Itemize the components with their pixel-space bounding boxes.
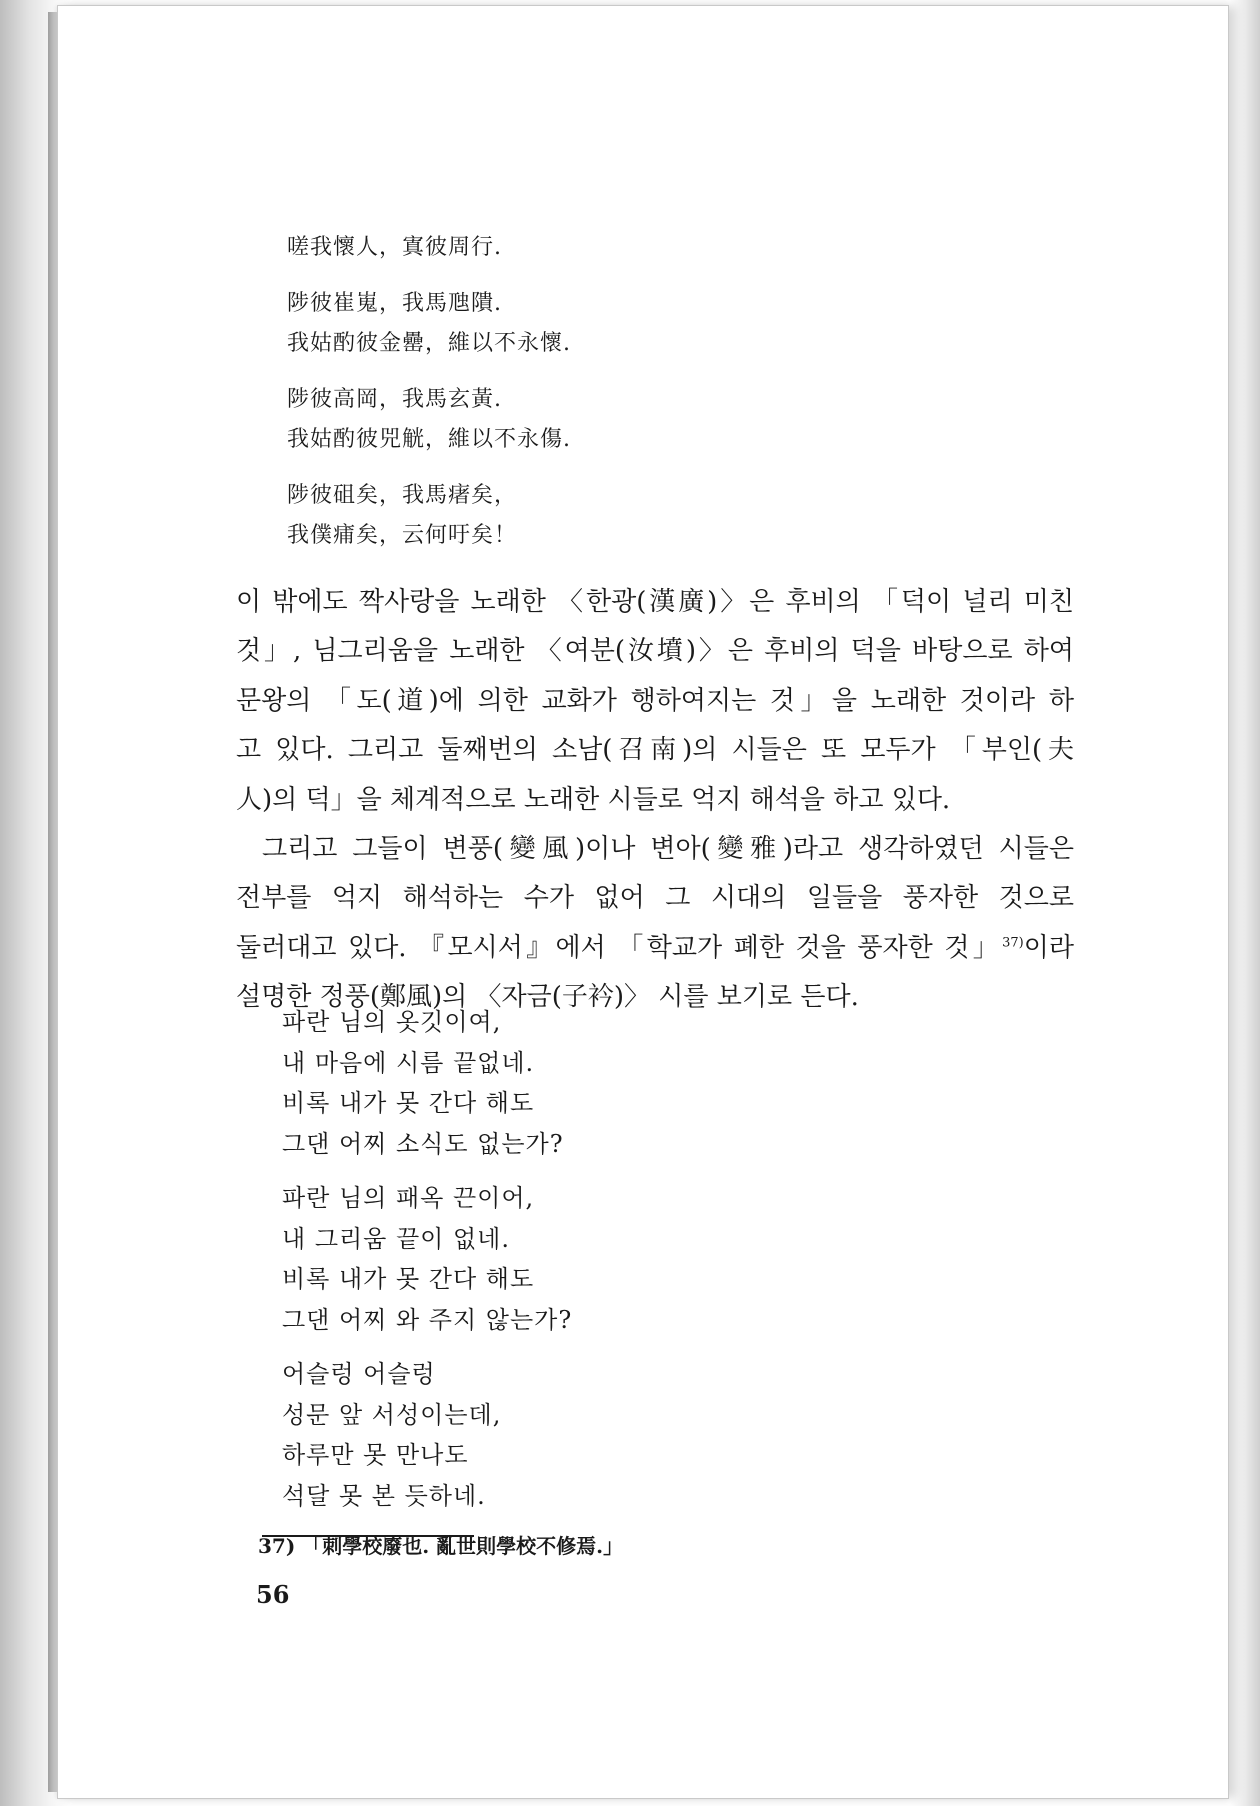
text-line-part: 이라 <box>1023 932 1074 963</box>
poem-line: 어슬렁 어슬렁 <box>282 1360 436 1388</box>
text-line <box>236 924 1074 973</box>
poem-stanza <box>287 476 571 556</box>
korean-translation-poem <box>282 1002 572 1530</box>
poem-stanza <box>287 284 571 364</box>
poem-line: 성문 앞 서성이는데, <box>282 1400 502 1429</box>
poem-line: 我僕痡矣，云何吁矣！ <box>287 523 518 548</box>
poem-line: 파란 님의 패옥 끈이어, <box>282 1184 535 1212</box>
page-number: 56 <box>256 1580 290 1609</box>
text-line: 설명한 정풍(鄭風)의 〈자금(子衿)〉 시를 보기로 든다. <box>236 982 859 1013</box>
poem-line: 내 그리움 끝이 없네. <box>282 1224 510 1253</box>
poem-line: 하루만 못 만나도 <box>282 1441 469 1469</box>
poem-line: 그댄 어찌 와 주지 않는가? <box>282 1305 573 1334</box>
poem-line: 비록 내가 못 간다 해도 <box>282 1265 535 1293</box>
text-line: 그리고 그들이 변풍(變風)이나 변아(變雅)라고 생각하였던 시들은 <box>262 834 1074 865</box>
text-line: 문왕의 「도(道)에 의한 교화가 행하여지는 것」을 노래한 것이라 하 <box>236 685 1074 716</box>
text-line: 전부를 억지 해석하는 수가 없어 그 시대의 일들을 풍자한 것으로 <box>236 883 1074 914</box>
poem-stanza <box>287 228 571 268</box>
footnote-reference: 37) <box>1002 935 1024 951</box>
poem-line: 陟彼砠矣，我馬瘏矣， <box>287 483 518 508</box>
poem-stanza <box>282 1002 572 1164</box>
text-line-part: 둘러대고 있다. 『모시서』에서 「학교가 폐한 것을 풍자한 것」 <box>236 932 1003 963</box>
poem-line: 嗟我懷人，寘彼周行. <box>287 235 502 260</box>
poem-line: 我姑酌彼金罍，維以不永懷. <box>287 331 571 356</box>
poem-line: 석달 못 본 듯하네. <box>282 1481 486 1510</box>
poem-stanza <box>282 1178 572 1340</box>
poem-line: 내 마음에 시름 끝없네. <box>282 1048 535 1077</box>
text-line: 人)의 덕」을 체계적으로 노래한 시들로 억지 해석을 하고 있다. <box>236 784 951 815</box>
poem-line: 陟彼高岡，我馬玄黃. <box>287 387 502 412</box>
text-line: 것」, 님그리움을 노래한 〈여분(汝墳)〉은 후비의 덕을 바탕으로 하여 <box>236 636 1074 667</box>
page-spine-edge <box>48 12 58 1792</box>
poem-line: 그댄 어찌 소식도 없는가? <box>282 1129 564 1158</box>
poem-line: 파란 님의 옷깃이여, <box>282 1008 502 1036</box>
body-text <box>236 578 1074 1023</box>
classical-chinese-poem <box>287 228 571 572</box>
poem-stanza <box>287 380 571 460</box>
poem-line: 비록 내가 못 간다 해도 <box>282 1089 535 1117</box>
poem-line: 我姑酌彼兕觥，維以不永傷. <box>287 427 571 452</box>
text-line: 고 있다. 그리고 둘째번의 소남(召南)의 시들은 또 모두가 「부인(夫 <box>236 735 1074 766</box>
poem-line: 陟彼崔嵬，我馬虺隤. <box>287 291 502 316</box>
poem-stanza <box>282 1354 572 1516</box>
text-line: 이 밖에도 짝사랑을 노래한 〈한광(漢廣)〉은 후비의 「덕이 널리 미친 <box>236 587 1074 617</box>
footnote: 37) 「刺學校廢也. 亂世則學校不修焉.」 <box>258 1534 624 1558</box>
